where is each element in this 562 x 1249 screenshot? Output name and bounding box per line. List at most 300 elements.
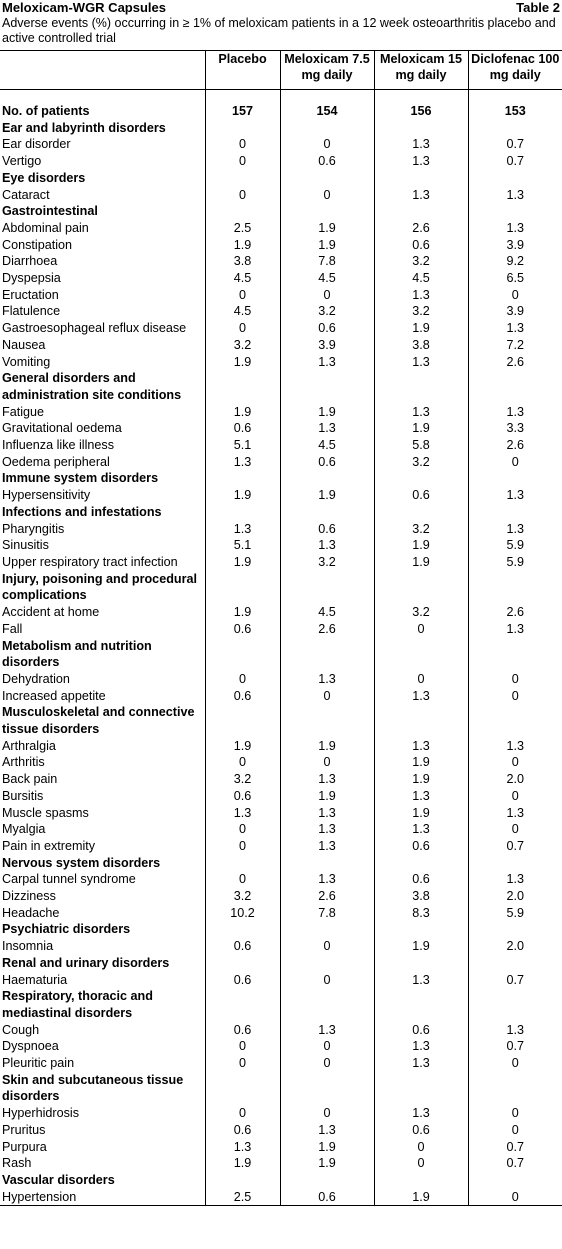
placebo-value: 0.6 xyxy=(205,688,280,705)
empty-cell xyxy=(205,170,280,187)
meloxicam-7-5-value: 1.3 xyxy=(280,821,374,838)
empty-cell xyxy=(205,955,280,972)
empty-cell xyxy=(374,1072,468,1105)
placebo-value: 3.8 xyxy=(205,253,280,270)
row-label: Ear disorder xyxy=(2,137,71,152)
diclofenac-100-value: 153 xyxy=(468,103,562,120)
row-label: Increased appetite xyxy=(2,688,106,703)
meloxicam-7-5-value: 1.3 xyxy=(280,537,374,554)
placebo-value: 0.6 xyxy=(205,621,280,638)
table-row xyxy=(0,738,562,755)
placebo-value: 0 xyxy=(205,320,280,337)
meloxicam-15-value: 3.2 xyxy=(374,604,468,621)
placebo-value: 10.2 xyxy=(205,905,280,922)
diclofenac-100-value: 6.5 xyxy=(468,270,562,287)
row-label: Carpal tunnel syndrome xyxy=(2,872,136,887)
placebo-value: 0 xyxy=(205,136,280,153)
group-header-row xyxy=(0,1172,562,1189)
table-row xyxy=(0,771,562,788)
group-header-row xyxy=(0,1072,562,1105)
placebo-value: 0 xyxy=(205,754,280,771)
group-header-row xyxy=(0,203,562,220)
diclofenac-100-value: 0 xyxy=(468,454,562,471)
group-header-row xyxy=(0,470,562,487)
diclofenac-100-value: 0 xyxy=(468,821,562,838)
table-row xyxy=(0,270,562,287)
diclofenac-100-value: 0.7 xyxy=(468,838,562,855)
meloxicam-7-5-value: 7.8 xyxy=(280,905,374,922)
table-row xyxy=(0,136,562,153)
row-label: Back pain xyxy=(2,772,58,787)
meloxicam-15-value: 1.3 xyxy=(374,788,468,805)
diclofenac-100-value: 0.7 xyxy=(468,1038,562,1055)
empty-cell xyxy=(468,120,562,137)
empty-cell xyxy=(280,1072,374,1105)
group-label: Musculoskeletal and connective tissue disorders xyxy=(2,705,195,737)
placebo-value: 0 xyxy=(205,1105,280,1122)
row-label: Arthralgia xyxy=(2,738,56,753)
diclofenac-100-value: 1.3 xyxy=(468,871,562,888)
empty-cell xyxy=(280,704,374,737)
group-label: Metabolism and nutrition disorders xyxy=(2,638,152,670)
empty-cell xyxy=(468,571,562,604)
header-row xyxy=(0,51,562,90)
meloxicam-15-value: 1.3 xyxy=(374,187,468,204)
group-header-row xyxy=(0,571,562,604)
meloxicam-15-value: 1.3 xyxy=(374,821,468,838)
table-row xyxy=(0,404,562,421)
meloxicam-15-value: 1.3 xyxy=(374,136,468,153)
meloxicam-15-value: 1.9 xyxy=(374,771,468,788)
empty-cell xyxy=(280,504,374,521)
group-header-row xyxy=(0,704,562,737)
header-cell-diclofenac-100: Diclofenac 100 mg daily xyxy=(468,51,562,90)
empty-cell xyxy=(468,1072,562,1105)
meloxicam-7-5-value: 1.3 xyxy=(280,1022,374,1039)
row-label: Hyperhidrosis xyxy=(2,1106,79,1121)
empty-cell xyxy=(468,504,562,521)
table-row xyxy=(0,1189,562,1206)
row-label: Vomiting xyxy=(2,354,51,369)
row-label: Bursitis xyxy=(2,788,44,803)
empty-cell xyxy=(468,988,562,1021)
diclofenac-100-value: 2.0 xyxy=(468,938,562,955)
meloxicam-7-5-value: 1.3 xyxy=(280,354,374,371)
table-row xyxy=(0,187,562,204)
empty-cell xyxy=(374,955,468,972)
empty-cell xyxy=(205,1072,280,1105)
empty-cell xyxy=(280,855,374,872)
row-label: Diarrhoea xyxy=(2,254,58,269)
group-header-row xyxy=(0,921,562,938)
group-header-row xyxy=(0,638,562,671)
row-label: Dyspnoea xyxy=(2,1039,59,1054)
meloxicam-7-5-value: 1.9 xyxy=(280,1139,374,1156)
table-row xyxy=(0,1055,562,1072)
group-header-row xyxy=(0,955,562,972)
empty-cell xyxy=(374,504,468,521)
table-row xyxy=(0,521,562,538)
empty-cell xyxy=(468,370,562,403)
diclofenac-100-value: 2.6 xyxy=(468,354,562,371)
empty-cell xyxy=(280,120,374,137)
table-row xyxy=(0,821,562,838)
placebo-value: 5.1 xyxy=(205,437,280,454)
group-label: Renal and urinary disorders xyxy=(2,955,170,970)
diclofenac-100-value: 0 xyxy=(468,754,562,771)
placebo-value: 0.6 xyxy=(205,420,280,437)
diclofenac-100-value: 5.9 xyxy=(468,537,562,554)
row-label: Insomnia xyxy=(2,939,54,954)
row-label: Dyspepsia xyxy=(2,271,61,286)
meloxicam-15-value: 1.9 xyxy=(374,420,468,437)
meloxicam-15-value: 8.3 xyxy=(374,905,468,922)
empty-cell xyxy=(468,638,562,671)
placebo-value: 0 xyxy=(205,671,280,688)
group-label: Skin and subcutaneous tissue disorders xyxy=(2,1072,184,1104)
meloxicam-7-5-value: 1.3 xyxy=(280,1122,374,1139)
placebo-value: 2.5 xyxy=(205,1189,280,1206)
row-label: Cataract xyxy=(2,187,50,202)
meloxicam-15-value: 3.8 xyxy=(374,337,468,354)
meloxicam-7-5-value: 0.6 xyxy=(280,521,374,538)
meloxicam-7-5-value: 1.9 xyxy=(280,487,374,504)
placebo-value: 1.9 xyxy=(205,487,280,504)
empty-cell xyxy=(374,571,468,604)
table-row xyxy=(0,320,562,337)
table-row xyxy=(0,1038,562,1055)
table-row xyxy=(0,454,562,471)
meloxicam-7-5-value: 0.6 xyxy=(280,320,374,337)
empty-cell xyxy=(280,1172,374,1189)
placebo-value: 0.6 xyxy=(205,1122,280,1139)
diclofenac-100-value: 1.3 xyxy=(468,738,562,755)
meloxicam-15-value: 1.9 xyxy=(374,938,468,955)
empty-cell xyxy=(205,1172,280,1189)
meloxicam-7-5-value: 1.3 xyxy=(280,805,374,822)
meloxicam-15-value: 0 xyxy=(374,1139,468,1156)
table-row xyxy=(0,972,562,989)
diclofenac-100-value: 1.3 xyxy=(468,805,562,822)
meloxicam-15-value: 1.3 xyxy=(374,1105,468,1122)
placebo-value: 1.3 xyxy=(205,454,280,471)
empty-cell xyxy=(468,704,562,737)
group-label: Respiratory, thoracic and mediastinal disorders xyxy=(2,989,153,1020)
meloxicam-7-5-value: 1.9 xyxy=(280,1155,374,1172)
table-row xyxy=(0,838,562,855)
row-label: Fall xyxy=(2,621,23,636)
diclofenac-100-value: 0.7 xyxy=(468,153,562,170)
row-label: Influenza like illness xyxy=(2,438,115,453)
diclofenac-100-value: 3.3 xyxy=(468,420,562,437)
placebo-value: 1.3 xyxy=(205,805,280,822)
row-label: Oedema peripheral xyxy=(2,454,110,469)
group-label: Eye disorders xyxy=(2,170,86,185)
placebo-value: 1.9 xyxy=(205,554,280,571)
empty-cell xyxy=(280,470,374,487)
empty-cell xyxy=(280,170,374,187)
row-label: Purpura xyxy=(2,1139,47,1154)
empty-cell xyxy=(374,370,468,403)
meloxicam-15-value: 0.6 xyxy=(374,487,468,504)
placebo-value: 1.9 xyxy=(205,604,280,621)
placebo-value: 0 xyxy=(205,1038,280,1055)
table-row xyxy=(0,1105,562,1122)
meloxicam-7-5-value: 2.6 xyxy=(280,888,374,905)
placebo-value: 0.6 xyxy=(205,1022,280,1039)
row-label: Pain in extremity xyxy=(2,838,96,853)
row-label: Pruritus xyxy=(2,1122,46,1137)
group-header-row xyxy=(0,855,562,872)
table-row xyxy=(0,303,562,320)
row-label: Vertigo xyxy=(2,154,42,169)
meloxicam-15-value: 1.3 xyxy=(374,1055,468,1072)
diclofenac-100-value: 1.3 xyxy=(468,487,562,504)
empty-cell xyxy=(280,638,374,671)
table-head xyxy=(0,51,562,90)
row-label: Cough xyxy=(2,1022,40,1037)
diclofenac-100-value: 1.3 xyxy=(468,404,562,421)
meloxicam-7-5-value: 1.3 xyxy=(280,771,374,788)
row-label: Sinusitis xyxy=(2,538,49,553)
meloxicam-7-5-value: 1.9 xyxy=(280,237,374,254)
meloxicam-7-5-value: 0 xyxy=(280,1105,374,1122)
diclofenac-100-value: 5.9 xyxy=(468,554,562,571)
row-label: Muscle spasms xyxy=(2,805,89,820)
table-row xyxy=(0,754,562,771)
diclofenac-100-value: 0 xyxy=(468,1055,562,1072)
empty-cell xyxy=(374,170,468,187)
row-label: Dizziness xyxy=(2,889,56,904)
row-label: Rash xyxy=(2,1156,32,1171)
placebo-value: 0.6 xyxy=(205,938,280,955)
meloxicam-7-5-value: 3.2 xyxy=(280,303,374,320)
meloxicam-7-5-value: 1.3 xyxy=(280,420,374,437)
empty-cell xyxy=(205,120,280,137)
group-label: Ear and labyrinth disorders xyxy=(2,120,166,135)
diclofenac-100-value: 1.3 xyxy=(468,621,562,638)
meloxicam-15-value: 1.3 xyxy=(374,287,468,304)
group-label: Psychiatric disorders xyxy=(2,922,131,937)
diclofenac-100-value: 1.3 xyxy=(468,1022,562,1039)
adverse-events-table xyxy=(0,50,562,1206)
group-header-row xyxy=(0,120,562,137)
table-row xyxy=(0,621,562,638)
row-label: Abdominal pain xyxy=(2,220,89,235)
meloxicam-15-value: 0 xyxy=(374,671,468,688)
table-row xyxy=(0,103,562,120)
meloxicam-7-5-value: 1.9 xyxy=(280,220,374,237)
diclofenac-100-value: 7.2 xyxy=(468,337,562,354)
empty-cell xyxy=(374,203,468,220)
meloxicam-15-value: 1.3 xyxy=(374,688,468,705)
meloxicam-15-value: 1.9 xyxy=(374,754,468,771)
row-label: Dehydration xyxy=(2,671,70,686)
diclofenac-100-value: 0.7 xyxy=(468,1155,562,1172)
meloxicam-15-value: 156 xyxy=(374,103,468,120)
diclofenac-100-value: 3.9 xyxy=(468,303,562,320)
row-label: Myalgia xyxy=(2,822,46,837)
table-row xyxy=(0,888,562,905)
table-label: Table 2 xyxy=(516,0,560,15)
header-cell-label xyxy=(0,51,205,90)
row-label: No. of patients xyxy=(2,104,90,118)
meloxicam-7-5-value: 0 xyxy=(280,754,374,771)
meloxicam-15-value: 1.3 xyxy=(374,972,468,989)
placebo-value: 1.9 xyxy=(205,237,280,254)
group-header-row xyxy=(0,370,562,403)
placebo-value: 0 xyxy=(205,871,280,888)
diclofenac-100-value: 3.9 xyxy=(468,237,562,254)
meloxicam-15-value: 0.6 xyxy=(374,1122,468,1139)
placebo-value: 4.5 xyxy=(205,270,280,287)
empty-cell xyxy=(280,571,374,604)
row-label: Flatulence xyxy=(2,304,61,319)
meloxicam-7-5-value: 0 xyxy=(280,1055,374,1072)
empty-cell xyxy=(468,203,562,220)
meloxicam-7-5-value: 0.6 xyxy=(280,153,374,170)
table-body xyxy=(0,90,562,1206)
diclofenac-100-value: 0.7 xyxy=(468,136,562,153)
group-label: Immune system disorders xyxy=(2,471,159,486)
spacer-row xyxy=(0,90,562,104)
table-row xyxy=(0,420,562,437)
meloxicam-7-5-value: 3.9 xyxy=(280,337,374,354)
table-row xyxy=(0,604,562,621)
table-row xyxy=(0,1022,562,1039)
placebo-value: 0 xyxy=(205,287,280,304)
meloxicam-15-value: 0.6 xyxy=(374,838,468,855)
diclofenac-100-value: 2.6 xyxy=(468,604,562,621)
diclofenac-100-value: 0 xyxy=(468,287,562,304)
table-row xyxy=(0,487,562,504)
meloxicam-15-value: 0 xyxy=(374,1155,468,1172)
table-row xyxy=(0,337,562,354)
empty-cell xyxy=(280,203,374,220)
table-row xyxy=(0,938,562,955)
empty-cell xyxy=(205,504,280,521)
row-label: Pleuritic pain xyxy=(2,1056,75,1071)
meloxicam-15-value: 0.6 xyxy=(374,1022,468,1039)
table-row xyxy=(0,354,562,371)
row-label: Hypertension xyxy=(0,1189,205,1206)
diclofenac-100-value: 1.3 xyxy=(468,220,562,237)
diclofenac-100-value: 1.3 xyxy=(468,521,562,538)
meloxicam-7-5-value: 7.8 xyxy=(280,253,374,270)
meloxicam-15-value: 0.6 xyxy=(374,237,468,254)
table-row xyxy=(0,153,562,170)
empty-cell xyxy=(205,370,280,403)
meloxicam-7-5-value: 4.5 xyxy=(280,270,374,287)
table-row xyxy=(0,537,562,554)
meloxicam-15-value: 4.5 xyxy=(374,270,468,287)
row-label: Fatigue xyxy=(2,404,45,419)
empty-cell xyxy=(205,988,280,1021)
meloxicam-15-value: 1.9 xyxy=(374,805,468,822)
placebo-value: 3.2 xyxy=(205,888,280,905)
meloxicam-15-value: 1.3 xyxy=(374,1038,468,1055)
diclofenac-100-value: 0 xyxy=(468,1189,562,1206)
empty-cell xyxy=(374,704,468,737)
table-caption: Adverse events (%) occurring in ≥ 1% of meloxicam patients in a 12 week osteoarthritis placebo and active controlled trial xyxy=(2,16,556,45)
empty-cell xyxy=(374,988,468,1021)
placebo-value: 4.5 xyxy=(205,303,280,320)
meloxicam-7-5-value: 2.6 xyxy=(280,621,374,638)
diclofenac-100-value: 1.3 xyxy=(468,320,562,337)
empty-cell xyxy=(374,921,468,938)
table-row xyxy=(0,871,562,888)
placebo-value: 0 xyxy=(205,1055,280,1072)
header-cell-meloxicam-15: Meloxicam 15 mg daily xyxy=(374,51,468,90)
group-label: Gastrointestinal xyxy=(2,204,98,219)
header-cell-placebo: Placebo xyxy=(205,51,280,90)
empty-cell xyxy=(374,1172,468,1189)
empty-cell xyxy=(280,988,374,1021)
diclofenac-100-value: 1.3 xyxy=(468,187,562,204)
meloxicam-7-5-value: 4.5 xyxy=(280,604,374,621)
meloxicam-7-5-value: 0 xyxy=(280,136,374,153)
diclofenac-100-value: 9.2 xyxy=(468,253,562,270)
diclofenac-100-value: 0.7 xyxy=(468,1139,562,1156)
meloxicam-7-5-value: 0 xyxy=(280,938,374,955)
empty-cell xyxy=(374,638,468,671)
diclofenac-100-value: 2.0 xyxy=(468,771,562,788)
placebo-value: 0 xyxy=(205,821,280,838)
placebo-value: 0 xyxy=(205,187,280,204)
diclofenac-100-value: 0 xyxy=(468,788,562,805)
row-label: Eructation xyxy=(2,287,59,302)
row-label: Accident at home xyxy=(2,605,100,620)
meloxicam-7-5-value: 0 xyxy=(280,1038,374,1055)
diclofenac-100-value: 2.6 xyxy=(468,437,562,454)
meloxicam-7-5-value: 1.3 xyxy=(280,838,374,855)
row-label: Gastroesophageal reflux disease xyxy=(2,321,187,336)
row-label: Headache xyxy=(2,905,60,920)
empty-cell xyxy=(205,855,280,872)
placebo-value: 0 xyxy=(205,153,280,170)
meloxicam-15-value: 0 xyxy=(374,621,468,638)
row-label: Pharyngitis xyxy=(2,521,65,536)
diclofenac-100-value: 2.0 xyxy=(468,888,562,905)
header-cell-meloxicam-7-5: Meloxicam 7.5 mg daily xyxy=(280,51,374,90)
meloxicam-15-value: 5.8 xyxy=(374,437,468,454)
table-row xyxy=(0,688,562,705)
empty-cell xyxy=(205,704,280,737)
placebo-value: 1.9 xyxy=(205,404,280,421)
empty-cell xyxy=(374,855,468,872)
table-row xyxy=(0,805,562,822)
placebo-value: 0.6 xyxy=(205,972,280,989)
table-row xyxy=(0,905,562,922)
meloxicam-15-value: 1.3 xyxy=(374,354,468,371)
empty-cell xyxy=(468,855,562,872)
empty-cell xyxy=(205,470,280,487)
table-row xyxy=(0,287,562,304)
meloxicam-15-value: 1.3 xyxy=(374,153,468,170)
group-header-row xyxy=(0,504,562,521)
meloxicam-15-value: 1.3 xyxy=(374,404,468,421)
placebo-value: 3.2 xyxy=(205,337,280,354)
empty-cell xyxy=(468,955,562,972)
meloxicam-15-value: 3.2 xyxy=(374,454,468,471)
empty-cell xyxy=(374,120,468,137)
meloxicam-7-5-value: 0 xyxy=(280,688,374,705)
empty-cell xyxy=(205,638,280,671)
placebo-value: 0 xyxy=(205,838,280,855)
meloxicam-15-value: 1.3 xyxy=(374,738,468,755)
diclofenac-100-value: 0 xyxy=(468,688,562,705)
meloxicam-7-5-value: 3.2 xyxy=(280,554,374,571)
